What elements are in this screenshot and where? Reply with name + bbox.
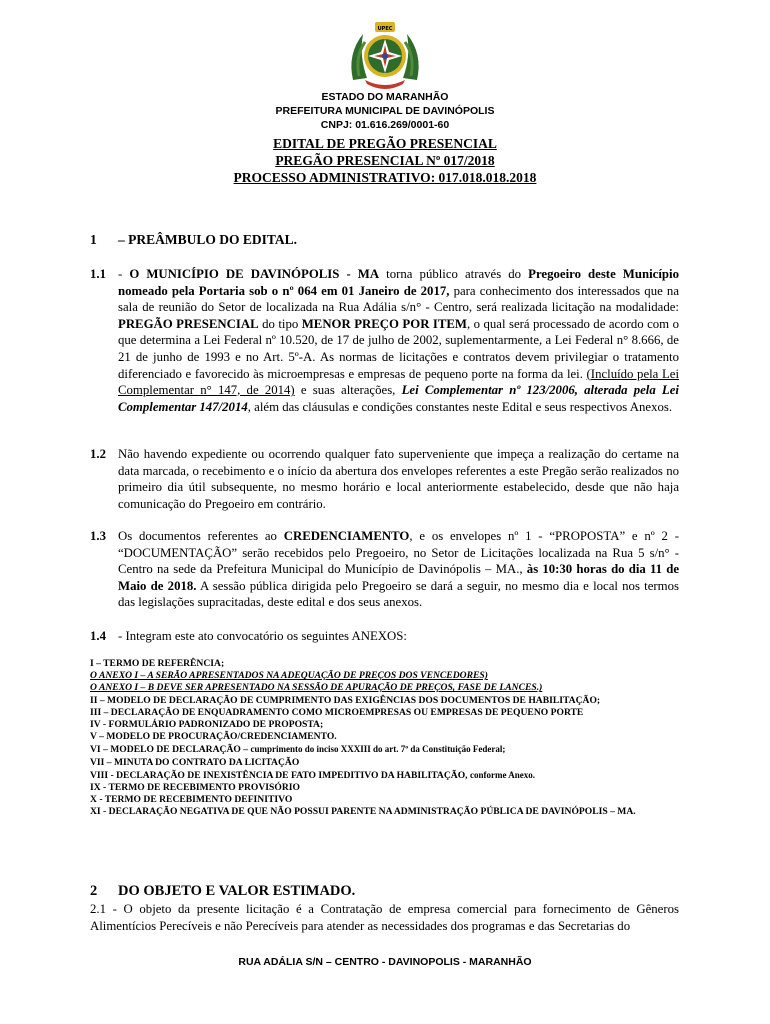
paragraph-1-1 (90, 266, 679, 415)
header-prefecture: PREFEITURA MUNICIPAL DE DAVINÓPOLIS (275, 105, 495, 117)
annex-v: V – MODELO DE PROCURAÇÃO/CREDENCIAMENTO. (90, 731, 337, 743)
p11-text-b: torna público através do (379, 267, 529, 281)
processo-number: PROCESSO ADMINISTRATIVO: 017.018.018.2018 (233, 170, 537, 185)
paragraph-1-3-number: 1.3 (90, 529, 106, 543)
p11-text-f: e suas alterações, (294, 383, 402, 398)
p13-data-hora: às 10:30 horas do dia 11 de Maio de 2018. (118, 562, 679, 593)
edital-title: EDITAL DE PREGÃO PRESENCIAL (273, 136, 497, 151)
annex-vi (90, 743, 680, 756)
annex-i-a: O ANEXO I – A SERÃO APRESENTADOS NA ADEQUAÇÃO DE PREÇOS DOS VENCEDORES) (90, 670, 488, 682)
section-1-number: 1 (90, 232, 97, 247)
annex-i: I – TERMO DE REFERÊNCIA; (90, 658, 225, 669)
header-cnpj: CNPJ: 01.616.269/0001-60 (320, 119, 450, 131)
p11-modalidade: PREGÃO PRESENCIAL (118, 316, 259, 331)
annex-vi-detail: cumprimento do inciso XXXIII do art. 7º da Constituição Federal; (250, 744, 506, 755)
paragraph-1-4-body: - Integram este ato convocatório os seguintes ANEXOS: (118, 629, 407, 643)
p13-text-b: , e os envelopes nº 1 - “PROPOSTA” e nº 2 - “DOCUMENTAÇÃO” serão recebidos pelo Pregoeiro, no Setor de Licitações localizada na Rua 5 s/n° - Centro na sede da Prefeitura Municipal do Município de Davinópolis – MA., (118, 529, 679, 577)
annex-viii-detail: conforme Anexo. (469, 769, 535, 780)
annex-i-b: O ANEXO I – B DEVE SER APRESENTADO NA SESSÃO DE APURAÇÃO DE PREÇOS, FASE DE LANCES.) (90, 682, 543, 694)
annex-vi-title: VI – MODELO DE DECLARAÇÃO – (90, 744, 251, 756)
annex-iv: IV - FORMULÁRIO PADRONIZADO DE PROPOSTA; (90, 719, 324, 731)
section-2-title: DO OBJETO E VALOR ESTIMADO. (118, 883, 356, 899)
p13-credenciamento: CREDENCIAMENTO (283, 529, 410, 543)
annex-ix: IX - TERMO DE RECEBIMENTO PROVISÓRIO (90, 782, 300, 794)
annex-x: X - TERMO DE RECEBIMENTO DEFINITIVO (90, 794, 293, 806)
paragraph-1-2-body: Não havendo expediente ou ocorrendo qualquer fato superveniente que impeça a realização do certame na data marcada, o recebimento e o início da abertura dos envelopes referentes a este Pregão serão realizados no primeiro dia útil subsequente, no mesmo horário e local anteriormente estabelecido, desde que não haja comunicação do Pregoeiro em contrário. (118, 447, 679, 511)
annex-iii: III – DECLARAÇÃO DE ENQUADRAMENTO COMO MICROEMPRESAS OU EMPRESAS DE PEQUENO PORTE (90, 706, 584, 718)
p11-lei-complementar: Lei Complementar nº 123/2006, alterada pela Lei Complementar 147/2014 (118, 383, 679, 414)
paragraph-1-1-body (118, 266, 679, 415)
section-2-heading (90, 883, 355, 900)
annex-list (90, 658, 680, 819)
annex-viii-title: VIII - DECLARAÇÃO DE INEXISTÊNCIA DE FATO IMPEDITIVO DA HABILITAÇÃO, (90, 769, 470, 781)
paragraph-1-2 (90, 446, 679, 512)
annex-viii (90, 769, 680, 782)
section-2-number: 2 (90, 883, 98, 899)
p11-text-c: para conhecimento dos interessados que na sala de reunião do Setor de localizada na Rua Adália s/n° - Centro, será realizada licitação na modalidade: (118, 283, 679, 315)
annex-vii: VII – MINUTA DO CONTRATO DA LICITAÇÃO (90, 756, 300, 768)
paragraph-1-2-number: 1.2 (90, 447, 106, 461)
p11-text-e: , o qual será processado de acordo com o que determina a Lei Federal nº 10.520, de 17 de julho de 2002, suplementarmente, a Lei Federal n° 8.666, de 21 de junho de 1993 e no Art. 5º-A. As normas de licitações e contratos devem privilegiar o tratamento diferenciado e favorecido às microempresas e empresas de pequeno porte na forma da lei. (118, 316, 679, 381)
paragraph-1-3-body (118, 528, 679, 611)
page-footer: RUA ADÁLIA S/N – CENTRO - DAVINOPOLIS - MARANHÃO (238, 956, 532, 968)
paragraph-2-1: 2.1 - O objeto da presente licitação é a Contratação de empresa comercial para fornecimento de Gêneros Alimentícios Perecíveis e não Perecíveis para atender as necessidades dos programas e das Secretarias do (90, 902, 679, 933)
annex-xi: XI - DECLARAÇÃO NEGATIVA DE QUE NÃO POSSUI PARENTE NA ADMINISTRAÇÃO PÚBLICA DE DAVINÓPOLIS – MA. (90, 806, 636, 818)
p13-text-a: Os documentos referentes ao (118, 529, 284, 543)
p11-text-d: do tipo (258, 316, 302, 331)
p11-lei-incluido: (Incluído pela Lei Complementar n° 147, de 2014) (118, 366, 680, 398)
annex-ii: II – MODELO DE DECLARAÇÃO DE CUMPRIMENTO DAS EXIGÊNCIAS DOS DOCUMENTOS DE HABILITAÇÃO; (90, 694, 601, 706)
paragraph-1-1-number: 1.1 (90, 267, 106, 281)
paragraph-1-4 (90, 628, 679, 645)
municipal-crest-icon (343, 18, 427, 92)
section-1-title: – PREÂMBULO DO EDITAL. (118, 232, 298, 247)
paragraph-1-3 (90, 528, 679, 611)
p11-text-g: , além das cláusulas e condições constantes neste Edital e seus respectivos Anexos. (247, 399, 673, 414)
p11-text-a: - (118, 267, 130, 281)
paragraph-1-4-number: 1.4 (90, 629, 106, 643)
p13-text-c: A sessão pública dirigida pelo Pregoeiro se dará a seguir, no mesmo dia e local nos termos das legislações supracitadas, deste edital e dos seus anexos. (118, 578, 679, 610)
p11-pregoeiro: Pregoeiro deste Município nomeado pela Portaria sob o nº 064 em 01 Janeiro de 2017, (118, 267, 679, 298)
p11-tipo: MENOR PREÇO POR ITEM (301, 316, 468, 331)
pregao-number: PREGÃO PRESENCIAL Nº 017/2018 (275, 153, 495, 168)
p11-municipio: O MUNICÍPIO DE DAVINÓPOLIS - MA (129, 267, 380, 281)
header-state: ESTADO DO MARANHÃO (321, 91, 449, 103)
crest-seal-text: UPEC (377, 26, 393, 32)
